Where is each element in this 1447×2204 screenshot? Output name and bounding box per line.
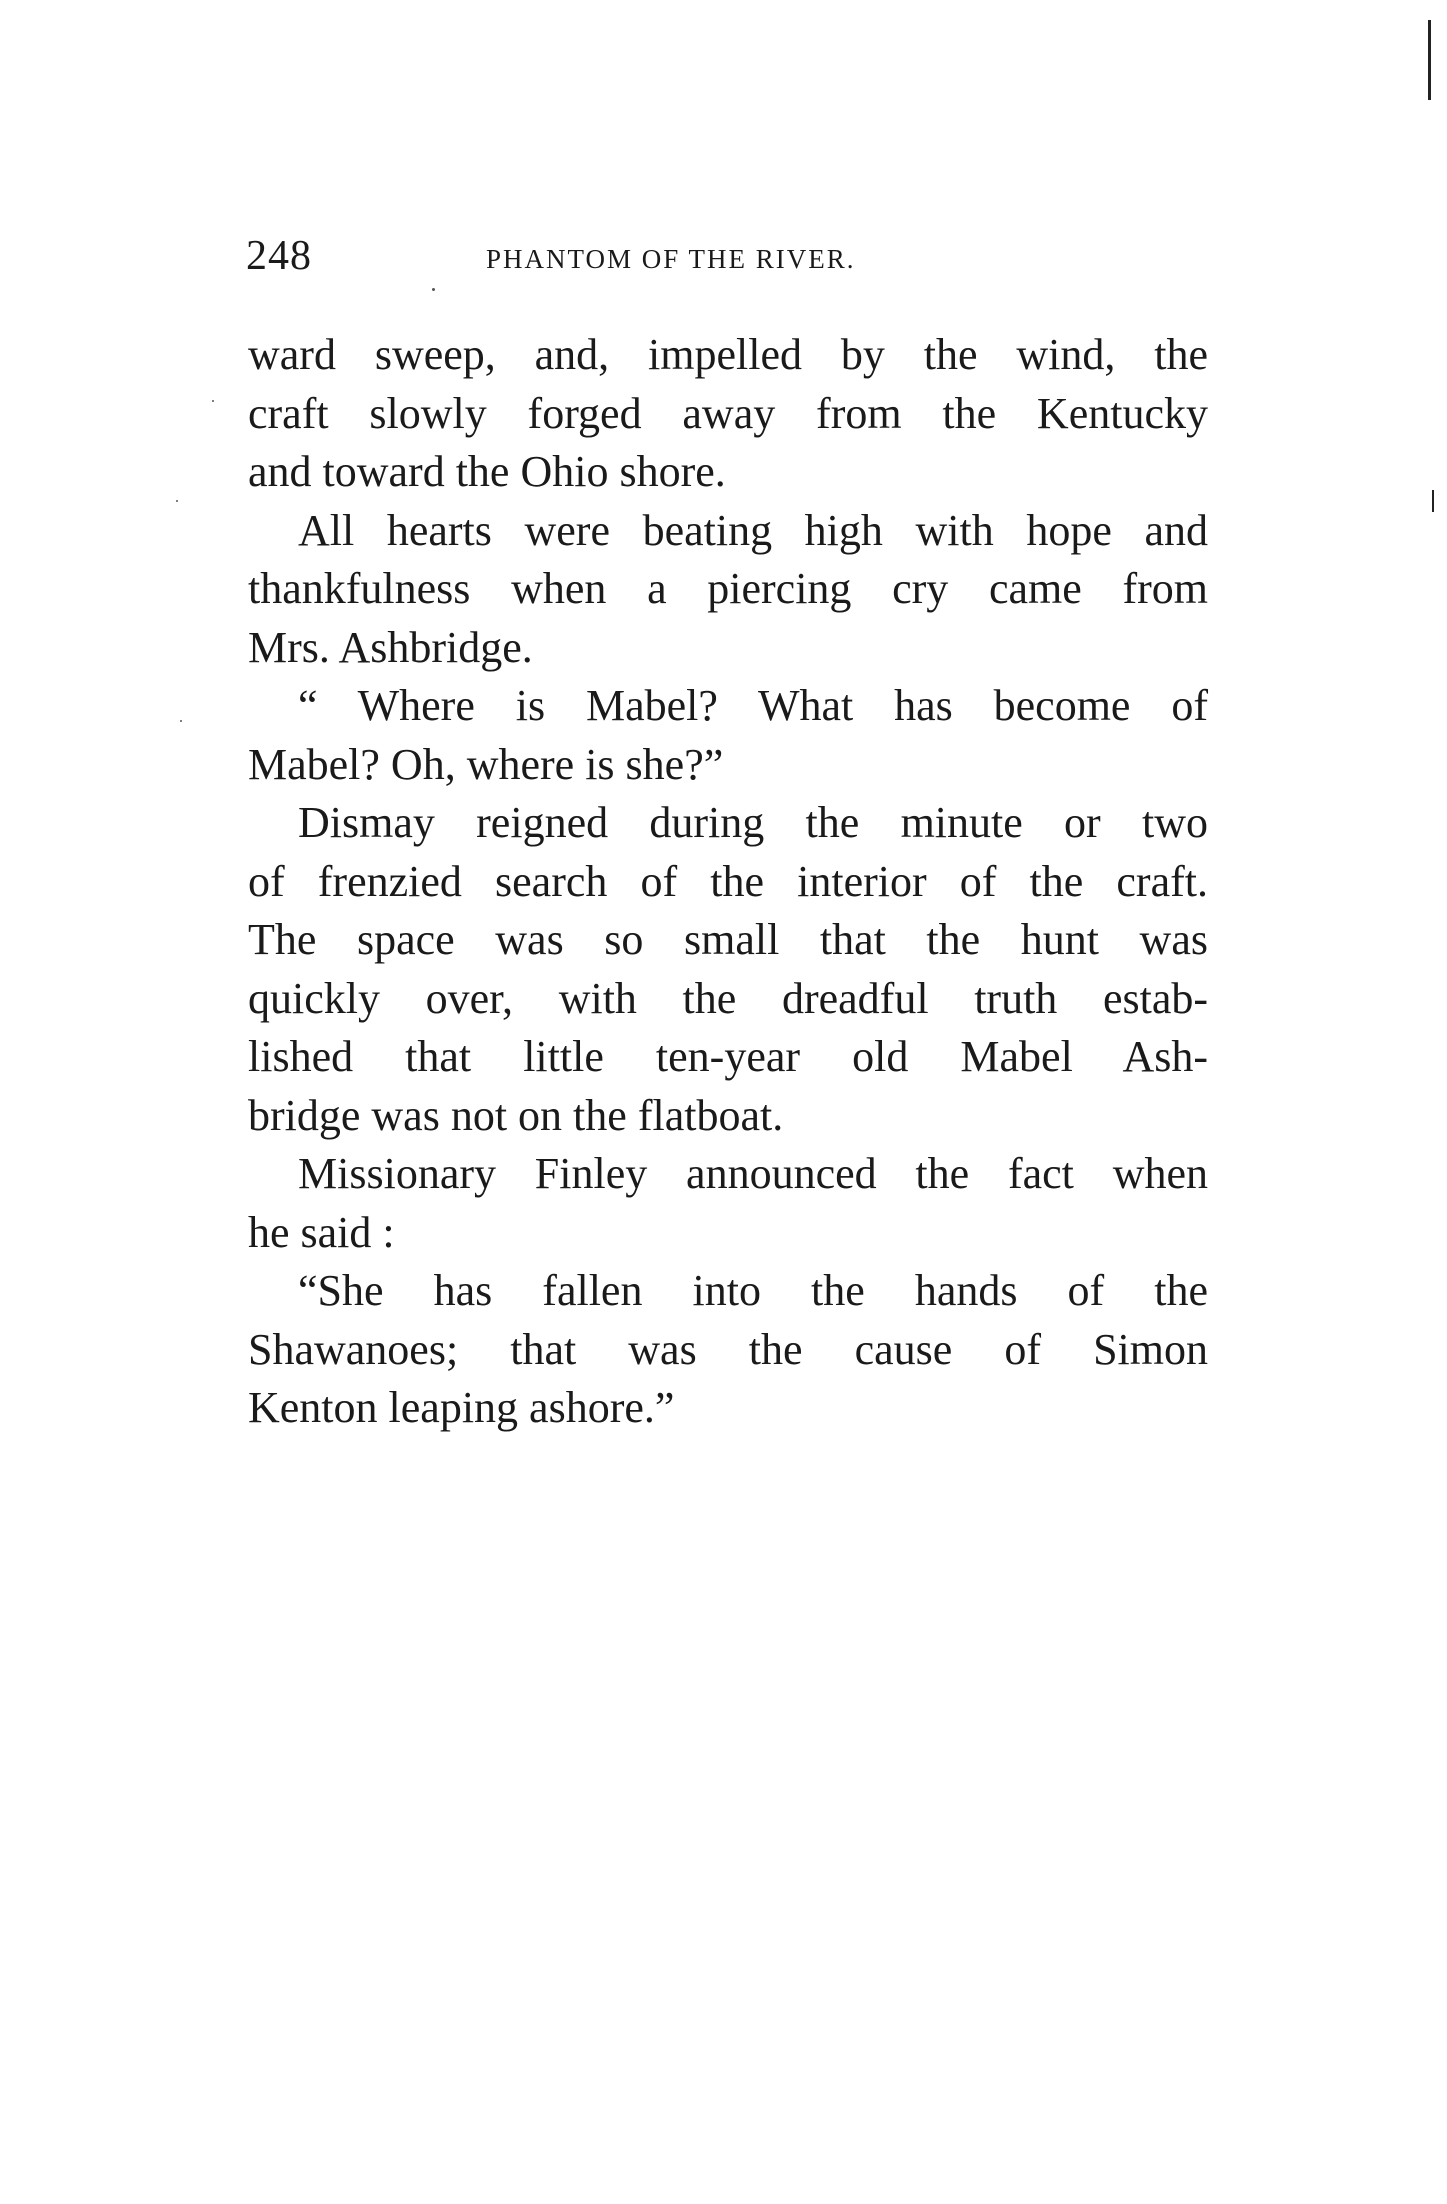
text-line: Mrs. Ashbridge. (248, 622, 533, 672)
text-line: and toward the Ohio shore. (248, 447, 726, 496)
running-head (246, 232, 1206, 292)
text-line: Missionary Finley announced the fact when (298, 1149, 1208, 1198)
text-line: Dismay reigned during the minute or two (298, 798, 1208, 847)
text-line: of frenzied search of the interior of the craft. (248, 856, 1208, 906)
text-line: lished that little ten-year old Mabel Ash- (248, 1032, 1208, 1081)
text-line: Shawanoes; that was the cause of Simon (248, 1324, 1208, 1374)
page-number: 248 (246, 233, 312, 279)
text-line: “ Where is Mabel? What has become of (298, 681, 1208, 730)
scan-edge-mark (1428, 20, 1431, 100)
text-line: “She has fallen into the hands of the (298, 1266, 1208, 1315)
text-line: All hearts were beating high with hope and (298, 505, 1208, 555)
paper-speck (180, 720, 182, 722)
text-line: thankfulness when a piercing cry came from (248, 564, 1208, 613)
text-line: craft slowly forged away from the Kentucky (248, 388, 1208, 438)
text-line: ward sweep, and, impelled by the wind, the (248, 330, 1208, 379)
running-title: PHANTOM OF THE RIVER. (486, 244, 856, 274)
paper-speck (176, 500, 178, 502)
body-text (248, 326, 1208, 1438)
text-line: quickly over, with the dreadful truth estab- (248, 973, 1208, 1023)
text-line: Kenton leaping ashore.” (248, 1383, 675, 1432)
text-line: Mabel? Oh, where is she?” (248, 739, 724, 789)
text-line: he said : (248, 1207, 395, 1257)
text-line: The space was so small that the hunt was (248, 915, 1208, 964)
text-line: bridge was not on the flatboat. (248, 1090, 784, 1140)
scan-edge-mark (1432, 490, 1434, 512)
paper-speck (212, 400, 214, 402)
